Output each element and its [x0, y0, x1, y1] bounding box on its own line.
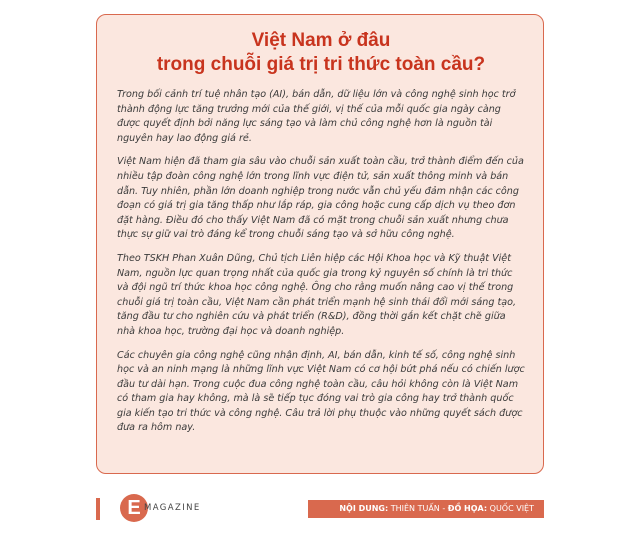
footer-accent-bar — [96, 498, 100, 520]
paragraph: Trong bối cảnh trí tuệ nhân tạo (AI), bán dẫn, dữ liệu lớn và công nghệ sinh học trở thành động lực tăng trưởng mới của thế giới, vị thế của mỗi quốc gia ngày càng được quyết định bởi năng lực sáng tạo và làm chủ công nghệ hơn là nguồn tài nguyên hay lao động giá rẻ. — [117, 89, 516, 144]
credit-design-value: QUỐC VIỆT — [489, 504, 534, 513]
credit-banner — [308, 500, 544, 518]
credit-content-value: THIÊN TUẤN — [390, 504, 440, 513]
credit-design-label: ĐỒ HỌA: — [447, 504, 488, 513]
credit-separator: - — [442, 504, 446, 513]
paragraph: Theo TSKH Phan Xuân Dũng, Chủ tịch Liên hiệp các Hội Khoa học và Kỹ thuật Việt Nam, nguồn lực quan trọng nhất của quốc gia trong kỷ nguyên số chính là tri thức và đội ngũ trí thức khoa học công nghệ. Ông cho rằng muốn nâng cao vị thế trong chuỗi giá trị toàn cầu, Việt Nam cần phát triển mạnh hệ sinh thái đổi mới sáng tạo, tăng đầu tư cho nghiên cứu và phát triển (R&D), đồng thời gắn kết chặt chẽ giữa nhà khoa học, trường đại học và doanh nghiệp. — [117, 252, 517, 337]
paragraph: Việt Nam hiện đã tham gia sâu vào chuỗi sản xuất toàn cầu, trở thành điểm đến của nhiều tập đoàn công nghệ lớn trong lĩnh vực điện tử, sản xuất thông minh và bán dẫn. Tuy nhiên, phần lớn doanh nghiệp trong nước vẫn chủ yếu đảm nhận các công đoạn có giá trị gia tăng thấp như lắp ráp, gia công hoặc cung cấp dịch vụ theo đơn đặt hàng. Điều đó cho thấy Việt Nam đã có mặt trong chuỗi sản xuất nhưng chưa thực sự giữ vai trò đáng kể trong chuỗi sáng tạo và sở hữu công nghệ. — [117, 156, 524, 241]
article-title-line1: Việt Nam ở đâu — [251, 30, 391, 51]
paragraph: Các chuyên gia công nghệ cũng nhận định, AI, bán dẫn, kinh tế số, công nghệ sinh học và an ninh mạng là những lĩnh vực Việt Nam có cơ hội bứt phá nếu có chiến lược đầu tư dài hạn. Trong cuộc đua công nghệ toàn cầu, câu hỏi không còn là Việt Nam có tham gia hay không, mà là sẽ tiếp tục đóng vai trò gia công hay trở thành quốc gia kiến tạo tri thức và công nghệ. Câu trả lời phụ thuộc vào những quyết sách được đưa ra hôm nay. — [117, 349, 525, 434]
article-card — [96, 14, 544, 474]
article-title-line2: trong chuỗi giá trị tri thức toàn cầu? — [156, 54, 486, 75]
emagazine-logo-icon: E — [120, 494, 148, 522]
footer — [96, 494, 544, 524]
credit-content-label: NỘI DUNG: — [339, 504, 389, 513]
article-title — [117, 29, 525, 77]
emagazine-logo-text: MAGAZINE — [144, 503, 201, 513]
